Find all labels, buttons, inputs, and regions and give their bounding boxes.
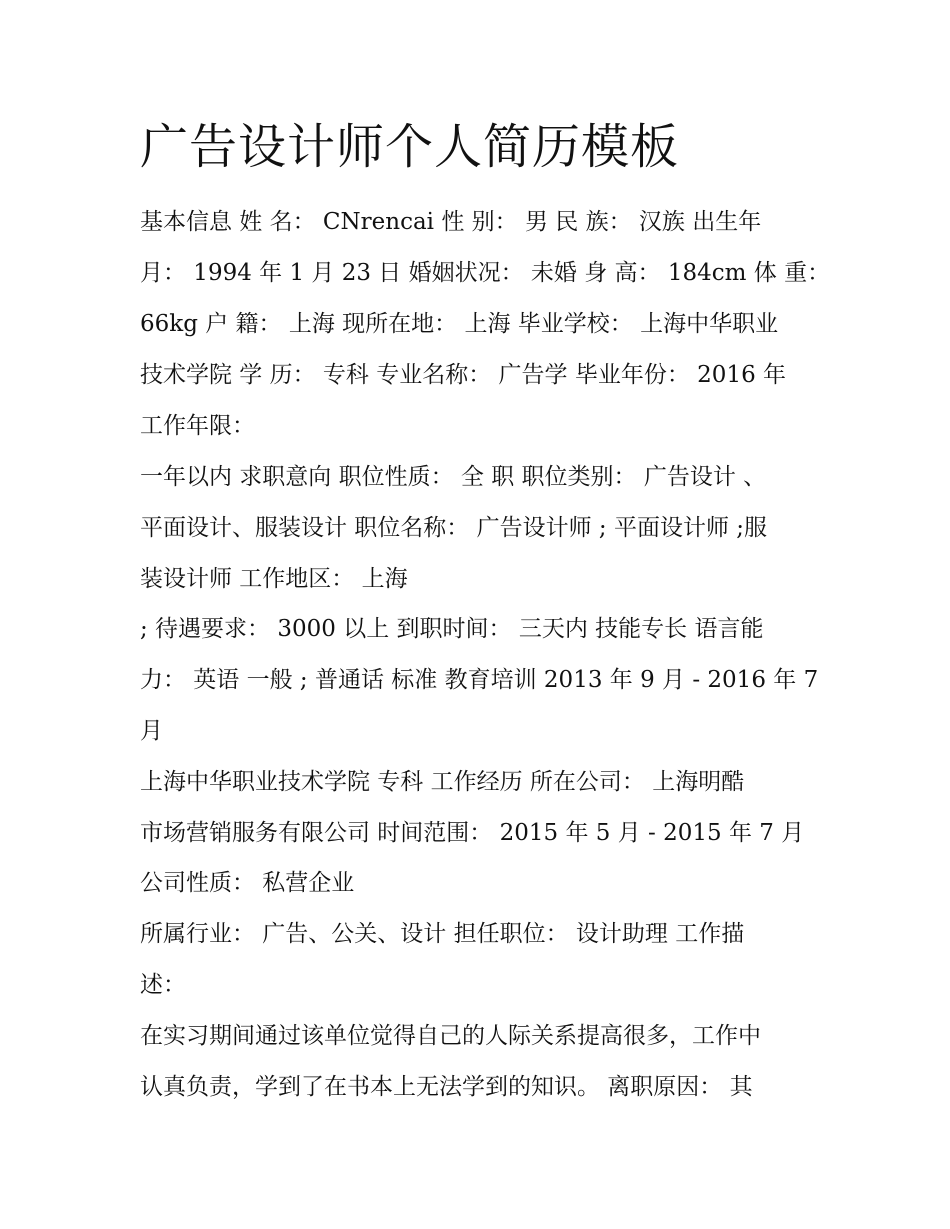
- body-line: 工作年限：: [140, 413, 255, 439]
- body-line: 月： 1994 年 1 月 23 日 婚姻状况： 未婚 身 高： 184cm 体 重：: [140, 260, 831, 286]
- body-line: 在实习期间通过该单位觉得自己的人际关系提高很多，工作中: [140, 1023, 761, 1049]
- body-line: 市场营销服务有限公司 时间范围： 2015 年 5 月 - 2015 年 7 月: [140, 820, 805, 846]
- body-line: 技术学院 学 历： 专科 专业名称： 广告学 毕业年份： 2016 年: [140, 362, 787, 388]
- body-line: 基本信息 姓 名： CNrencai 性 别： 男 民 族： 汉族 出生年: [140, 209, 762, 235]
- body-line: 66kg 户 籍： 上海 现所在地： 上海 毕业学校： 上海中华职业: [140, 311, 779, 337]
- body-line: 月: [140, 718, 163, 744]
- body-line: 上海中华职业技术学院 专科 工作经历 所在公司： 上海明酷: [140, 769, 745, 795]
- body-line: 公司性质： 私营企业: [140, 870, 355, 896]
- body-line: 平面设计、服装设计 职位名称： 广告设计师 ; 平面设计师 ;服: [140, 515, 768, 541]
- body-line: 力： 英语 一般 ; 普通话 标准 教育培训 2013 年 9 月 - 2016 年 7: [140, 667, 819, 693]
- body-line: 装设计师 工作地区： 上海: [140, 566, 408, 592]
- body-line: 一年以内 求职意向 职位性质： 全 职 职位类别： 广告设计 、: [140, 464, 767, 490]
- body-line: 所属行业： 广告、公关、设计 担任职位： 设计助理 工作描: [140, 921, 745, 947]
- document-title: 广告设计师个人简历模板: [140, 119, 680, 175]
- body-line: ; 待遇要求： 3000 以上 到职时间： 三天内 技能专长 语言能: [140, 616, 764, 642]
- body-line: 述：: [140, 972, 186, 998]
- body-line: 认真负责，学到了在书本上无法学到的知识。 离职原因： 其: [140, 1074, 753, 1100]
